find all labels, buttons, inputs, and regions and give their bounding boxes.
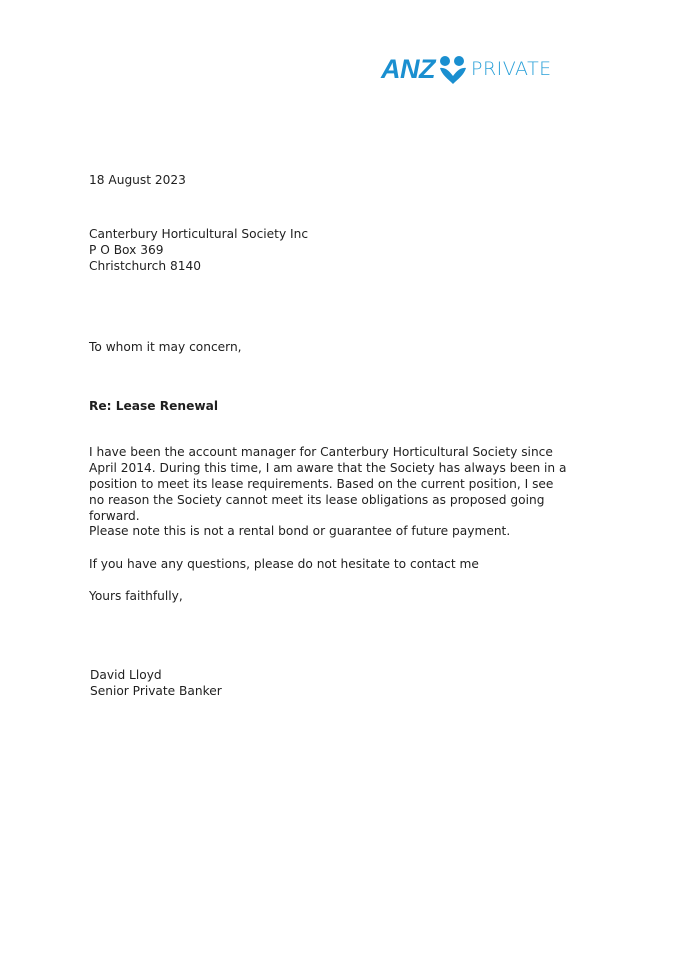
anz-people-icon (436, 52, 470, 86)
salutation: To whom it may concern, (89, 340, 242, 354)
recipient-line: P O Box 369 (89, 243, 164, 257)
anz-private-logo (381, 52, 552, 86)
signatory-title: Senior Private Banker (90, 684, 222, 698)
closing: Yours faithfully, (89, 589, 183, 603)
contact-line: If you have any questions, please do not hesitate to contact me (89, 557, 479, 571)
recipient-line: Canterbury Horticultural Society Inc (89, 227, 309, 241)
recipient-line: Christchurch 8140 (89, 259, 201, 273)
disclaimer-note: Please note this is not a rental bond or guarantee of future payment. (89, 524, 511, 538)
letter-date: 18 August 2023 (89, 173, 186, 187)
recipient-address (89, 226, 308, 274)
logo-suffix: PRIVATE (471, 58, 552, 80)
subject-line: Re: Lease Renewal (89, 399, 219, 413)
signatory-name: David Lloyd (90, 668, 162, 682)
logo-brand: ANZ (381, 53, 435, 84)
body-paragraph: I have been the account manager for Canterbury Horticultural Society since April 2014. During this time, I am aware that the Society has always been in a position to meet its lease requirements. Based on the current position, I see no reason the Society cannot meet its lease obligations as proposed going forward. (89, 445, 567, 523)
signatory-block (90, 667, 222, 699)
